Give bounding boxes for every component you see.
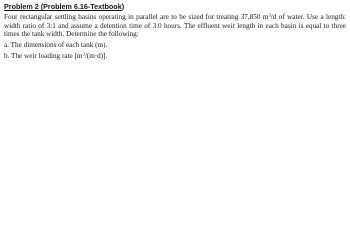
problem-statement xyxy=(4,13,346,39)
problem-title-underlined: Problem 2 (Problem 6.16-Textbook xyxy=(4,2,122,11)
problem-title-closing-paren: ) xyxy=(121,2,125,11)
problem-document xyxy=(4,3,346,63)
statement-superscript: 3 xyxy=(268,12,271,18)
statement-text-1: Four rectangular settling basins operating in parallel are to be sized for treating 37,850 m xyxy=(4,13,269,21)
question-b-superscript: 3 xyxy=(82,51,85,57)
question-b xyxy=(4,52,346,61)
statement-text-2: /d of water. Use a length: width ratio of 3:1 and assume a detention time of 3.0 hours. The effluent weir length in each basin is equal to three times the tank width. Determine the following: xyxy=(4,13,346,39)
question-b-text-1: b. The weir loading rate [m xyxy=(4,52,83,61)
problem-title xyxy=(4,3,346,11)
question-a: a. The dimensions of each tank (m). xyxy=(4,41,108,50)
question-b-text-2: /(m·d)]. xyxy=(84,52,108,61)
